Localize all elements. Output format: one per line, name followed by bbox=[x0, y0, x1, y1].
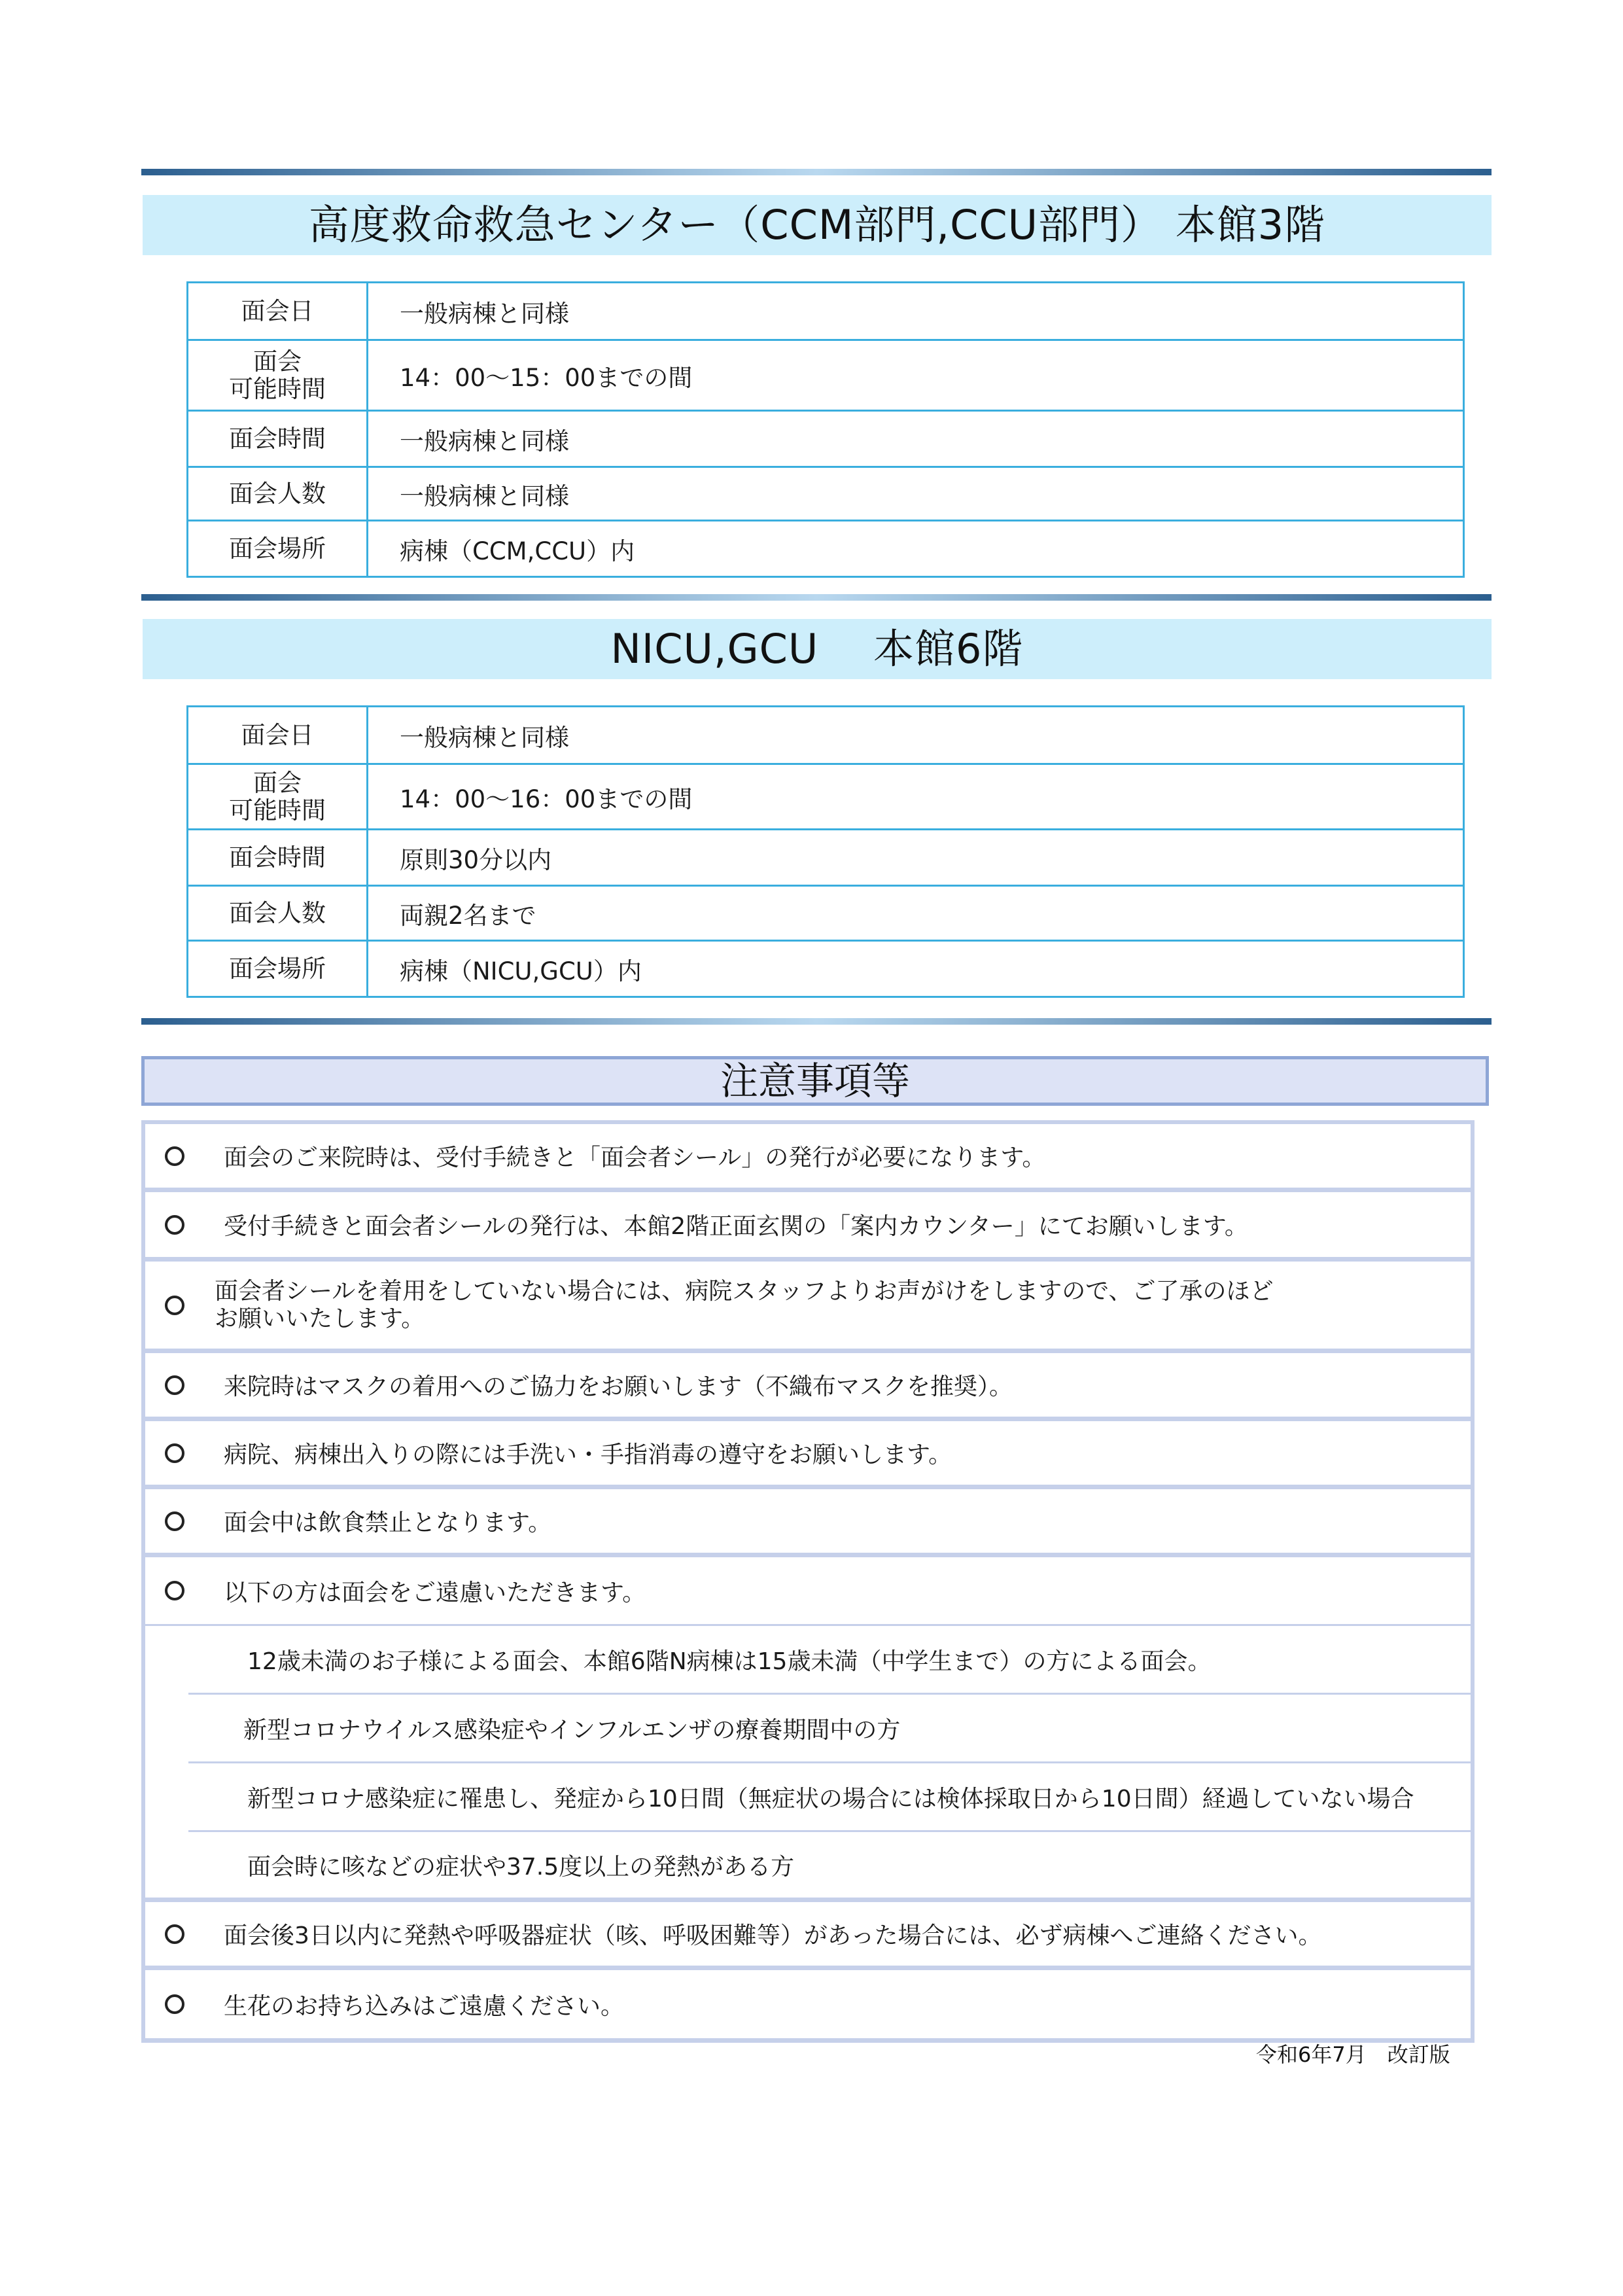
row-label: 面会日 bbox=[188, 707, 368, 764]
revision-date: 令和6年7月 改訂版 bbox=[1256, 2042, 1450, 2067]
circle-bullet-icon bbox=[165, 1443, 184, 1463]
row-value: 14：00～16：00までの間 bbox=[368, 764, 1464, 830]
row-label: 面会人数 bbox=[188, 467, 368, 521]
table-row bbox=[188, 411, 1464, 467]
table-row bbox=[188, 886, 1464, 941]
row-label: 面会時間 bbox=[188, 411, 368, 467]
circle-bullet-icon bbox=[165, 1375, 184, 1395]
table-row bbox=[188, 830, 1464, 886]
sub-note-text: 12歳未満のお子様による面会、本館6階N病棟は15歳未満（中学生まで）の方による面会。 bbox=[247, 1648, 1212, 1675]
row-value: 一般病棟と同様 bbox=[368, 707, 1464, 764]
section-divider bbox=[141, 169, 1492, 175]
note-text: 面会後3日以内に発熱や呼吸器症状（咳、呼吸困難等）があった場合には、必ず病棟へご連絡ください。 bbox=[224, 1922, 1322, 1949]
row-label: 面会人数 bbox=[188, 886, 368, 941]
row-value: 14：00～15：00までの間 bbox=[368, 340, 1464, 411]
sub-note-text: 面会時に咳などの症状や37.5度以上の発熱がある方 bbox=[247, 1853, 795, 1881]
row-value: 病棟（CCM,CCU）内 bbox=[368, 521, 1464, 577]
row-value: 一般病棟と同様 bbox=[368, 411, 1464, 467]
section-divider bbox=[141, 1018, 1492, 1025]
label-line: 可能時間 bbox=[229, 796, 326, 824]
row-value: 両親2名まで bbox=[368, 886, 1464, 941]
circle-bullet-icon bbox=[165, 1215, 184, 1235]
list-item bbox=[145, 1970, 1471, 2038]
label-line: 面会 bbox=[253, 347, 302, 376]
label-line: 可能時間 bbox=[229, 374, 326, 403]
list-item-group bbox=[145, 1557, 1471, 1902]
row-label: 面会場所 bbox=[188, 941, 368, 997]
notes-title: 注意事項等 bbox=[141, 1056, 1489, 1106]
table-row bbox=[188, 467, 1464, 521]
sub-list-item bbox=[188, 1832, 1471, 1898]
circle-bullet-icon bbox=[165, 1511, 184, 1531]
ccm-visit-table bbox=[186, 281, 1465, 578]
note-text: 面会中は飲食禁止となります。 bbox=[224, 1510, 552, 1536]
list-item bbox=[145, 1192, 1471, 1262]
note-text: 来院時はマスクの着用へのご協力をお願いします（不織布マスクを推奨）。 bbox=[224, 1373, 1013, 1400]
notes-list bbox=[141, 1120, 1475, 2043]
list-item bbox=[145, 1353, 1471, 1421]
circle-bullet-icon bbox=[165, 1924, 184, 1944]
note-text: 以下の方は面会をご遠慮いただきます。 bbox=[224, 1579, 646, 1606]
table-row bbox=[188, 941, 1464, 997]
list-item bbox=[145, 1489, 1471, 1557]
nicu-visit-table bbox=[186, 705, 1465, 998]
row-value: 原則30分以内 bbox=[368, 830, 1464, 886]
row-label: 面会日 bbox=[188, 283, 368, 340]
circle-bullet-icon bbox=[165, 1146, 184, 1166]
note-text: 受付手続きと面会者シールの発行は、本館2階正面玄関の「案内カウンター」にてお願いします。 bbox=[224, 1213, 1248, 1240]
circle-bullet-icon bbox=[165, 1581, 184, 1600]
note-text: 病院、病棟出入りの際には手洗い・手指消毒の遵守をお願いします。 bbox=[224, 1441, 952, 1468]
circle-bullet-icon bbox=[165, 1296, 184, 1315]
row-label bbox=[188, 340, 368, 411]
sub-note-text: 新型コロナ感染症に罹患し、発症から10日間（無症状の場合には検体採取日から10日間）経過していない場合 bbox=[247, 1785, 1414, 1812]
sub-note-text: 新型コロナウイルス感染症やインフルエンザの療養期間中の方 bbox=[243, 1716, 901, 1744]
row-label bbox=[188, 764, 368, 830]
table-row bbox=[188, 340, 1464, 411]
sub-list-item bbox=[188, 1626, 1471, 1695]
list-item bbox=[145, 1124, 1471, 1192]
label-line: 面会 bbox=[253, 768, 302, 797]
note-text: 生花のお持ち込みはご遠慮ください。 bbox=[224, 1992, 625, 2020]
table-row bbox=[188, 521, 1464, 577]
table-row bbox=[188, 764, 1464, 830]
row-label: 面会場所 bbox=[188, 521, 368, 577]
table-row bbox=[188, 283, 1464, 340]
note-text: 面会のご来院時は、受付手続きと「面会者シール」の発行が必要になります。 bbox=[224, 1144, 1046, 1171]
section-title-nicu: NICU,GCU 本館6階 bbox=[143, 619, 1492, 679]
table-row bbox=[188, 707, 1464, 764]
list-item bbox=[145, 1421, 1471, 1489]
row-value: 一般病棟と同様 bbox=[368, 467, 1464, 521]
sub-list-item bbox=[188, 1695, 1471, 1763]
list-item bbox=[145, 1262, 1471, 1353]
circle-bullet-icon bbox=[165, 1994, 184, 2014]
row-value: 一般病棟と同様 bbox=[368, 283, 1464, 340]
list-item bbox=[145, 1557, 1471, 1626]
note-text: 面会者シールを着用をしていない場合には、病院スタッフよりお声がけをしますので、ご了承のほど お願いいたします。 bbox=[215, 1277, 1274, 1332]
row-value: 病棟（NICU,GCU）内 bbox=[368, 941, 1464, 997]
sub-list-item bbox=[188, 1763, 1471, 1832]
list-item bbox=[145, 1902, 1471, 1970]
section-divider bbox=[141, 594, 1492, 601]
row-label: 面会時間 bbox=[188, 830, 368, 886]
section-title-ccm: 高度救命救急センター（CCM部門,CCU部門） 本館3階 bbox=[143, 195, 1492, 255]
